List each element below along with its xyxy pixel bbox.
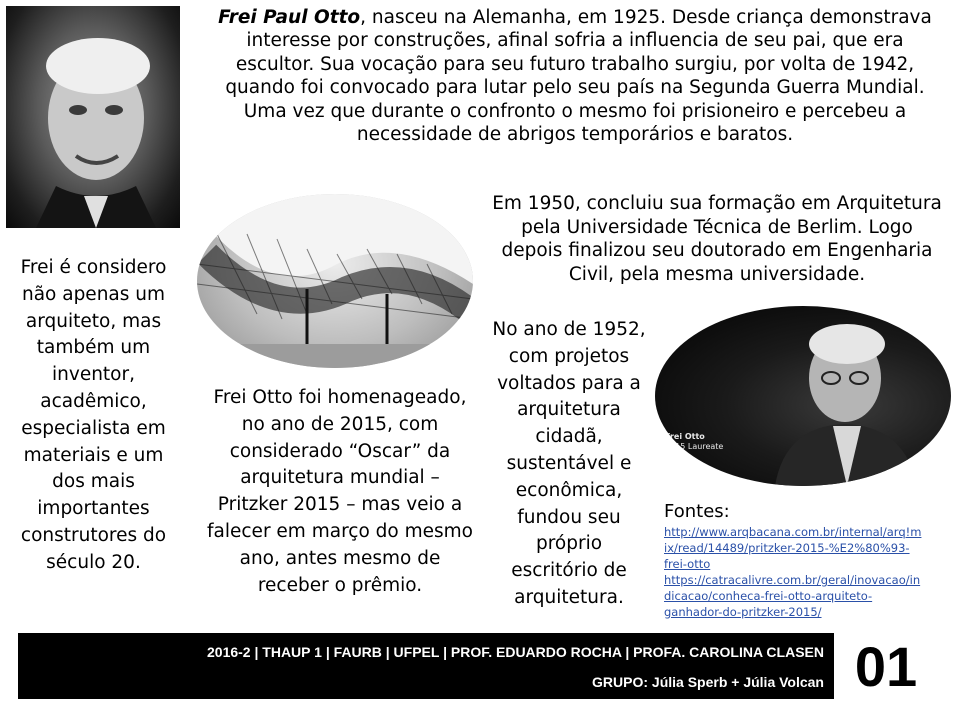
office-line: fundou seu	[517, 506, 621, 528]
intro-line: escultor. Sua vocação para seu futuro trabalho surgiu, por volta de 1942,	[235, 53, 915, 75]
left-line: arquiteto, mas	[25, 310, 162, 332]
left-line: construtores do	[20, 524, 167, 546]
intro-line: Uma vez que durante o confronto o mesmo foi prisioneiro e percebeu a	[243, 100, 907, 122]
left-line: especialista em	[21, 417, 166, 439]
left-line: inventor,	[52, 364, 135, 386]
source-link-arqbacana[interactable]	[664, 524, 956, 572]
office-line: voltados para a	[497, 372, 641, 394]
portrait-photo-young	[6, 6, 180, 228]
intro-paragraph	[196, 6, 954, 146]
office-line: com projetos	[508, 345, 630, 367]
pritzker-line: receber o prêmio.	[257, 574, 423, 596]
source-link-line[interactable]: ganhador-do-pritzker-2015/	[664, 605, 822, 619]
intro-line: necessidade de abrigos temporários e baratos.	[356, 124, 794, 146]
portrait-photo-laureate	[655, 306, 951, 486]
footer-bar	[18, 633, 834, 699]
pritzker-paragraph	[196, 385, 484, 599]
education-paragraph	[480, 192, 954, 286]
office-line: próprio	[535, 533, 603, 555]
photo-caption-name: Frei Otto	[665, 432, 705, 441]
pritzker-line: no ano de 2015, com	[241, 413, 439, 435]
left-line: também um	[36, 337, 151, 359]
office-line: escritório de	[511, 560, 627, 582]
left-line: século 20.	[46, 551, 141, 573]
intro-line	[196, 6, 954, 29]
office-line: arquitetura.	[514, 586, 624, 608]
intro-line: quando foi convocado para lutar pelo seu país na Segunda Guerra Mundial.	[225, 77, 925, 99]
pritzker-line: ano, antes mesmo de	[239, 547, 441, 569]
left-line: Frei é considero	[20, 257, 167, 278]
education-line: Civil, pela mesma universidade.	[568, 263, 866, 285]
office-line: econômica,	[515, 479, 623, 501]
source-link-catracalivre[interactable]	[664, 572, 956, 620]
photo-caption-subtitle: 2015 Laureate	[665, 442, 724, 451]
office-line: sustentável e	[506, 452, 632, 474]
pritzker-line: falecer em março do mesmo	[207, 520, 473, 542]
office-line: No ano de 1952,	[492, 319, 646, 340]
left-line: não apenas um	[21, 283, 166, 305]
office-line: cidadã,	[535, 426, 603, 448]
left-column-text	[6, 255, 181, 577]
left-line: importantes	[37, 498, 150, 520]
pritzker-line: considerado “Oscar” da	[229, 440, 451, 462]
sources-block	[664, 500, 956, 620]
photo-caption	[665, 432, 723, 452]
footer-group-info: GRUPO: Júlia Sperb + Júlia Volcan	[592, 674, 824, 690]
footer-course-info: 2016-2 | THAUP 1 | FAURB | UFPEL | PROF. EDUARDO ROCHA | PROFA. CAROLINA CLASEN	[207, 644, 824, 660]
left-line: materiais e um	[23, 444, 164, 466]
sources-heading: Fontes:	[664, 501, 730, 522]
pritzker-line: Frei Otto foi homenageado,	[213, 387, 467, 408]
page-number: 01	[854, 635, 918, 698]
intro-line-text: , nasceu na Alemanha, em 1925. Desde criança demonstrava	[360, 7, 932, 28]
source-link-line[interactable]: https://catracalivre.com.br/geral/inovacao/in	[664, 573, 921, 587]
office-line: arquitetura	[517, 399, 621, 421]
architect-name: Frei Paul Otto	[218, 7, 361, 28]
intro-line: interesse por construções, afinal sofria a influencia de seu pai, que era	[246, 30, 904, 52]
source-link-line[interactable]: dicacao/conheca-frei-otto-arquiteto-	[664, 589, 873, 603]
education-line: depois finalizou seu doutorado em Engenharia	[501, 240, 933, 262]
source-link-line[interactable]: ix/read/14489/pritzker-2015-%E2%80%93-	[664, 541, 910, 555]
education-line: pela Universidade Técnica de Berlim. Logo	[521, 216, 913, 238]
left-line: acadêmico,	[40, 390, 147, 412]
education-line: Em 1950, concluiu sua formação em Arquitetura	[492, 193, 942, 214]
pritzker-line: Pritzker 2015 – mas veio a	[217, 494, 463, 516]
source-link-line[interactable]: http://www.arqbacana.com.br/internal/arq!m	[664, 525, 922, 539]
tensile-roof-photo	[197, 194, 473, 368]
left-line: dos mais	[52, 471, 135, 493]
source-link-line[interactable]: frei-otto	[664, 557, 711, 571]
office-paragraph	[480, 317, 658, 612]
pritzker-line: arquitetura mundial –	[240, 467, 440, 489]
